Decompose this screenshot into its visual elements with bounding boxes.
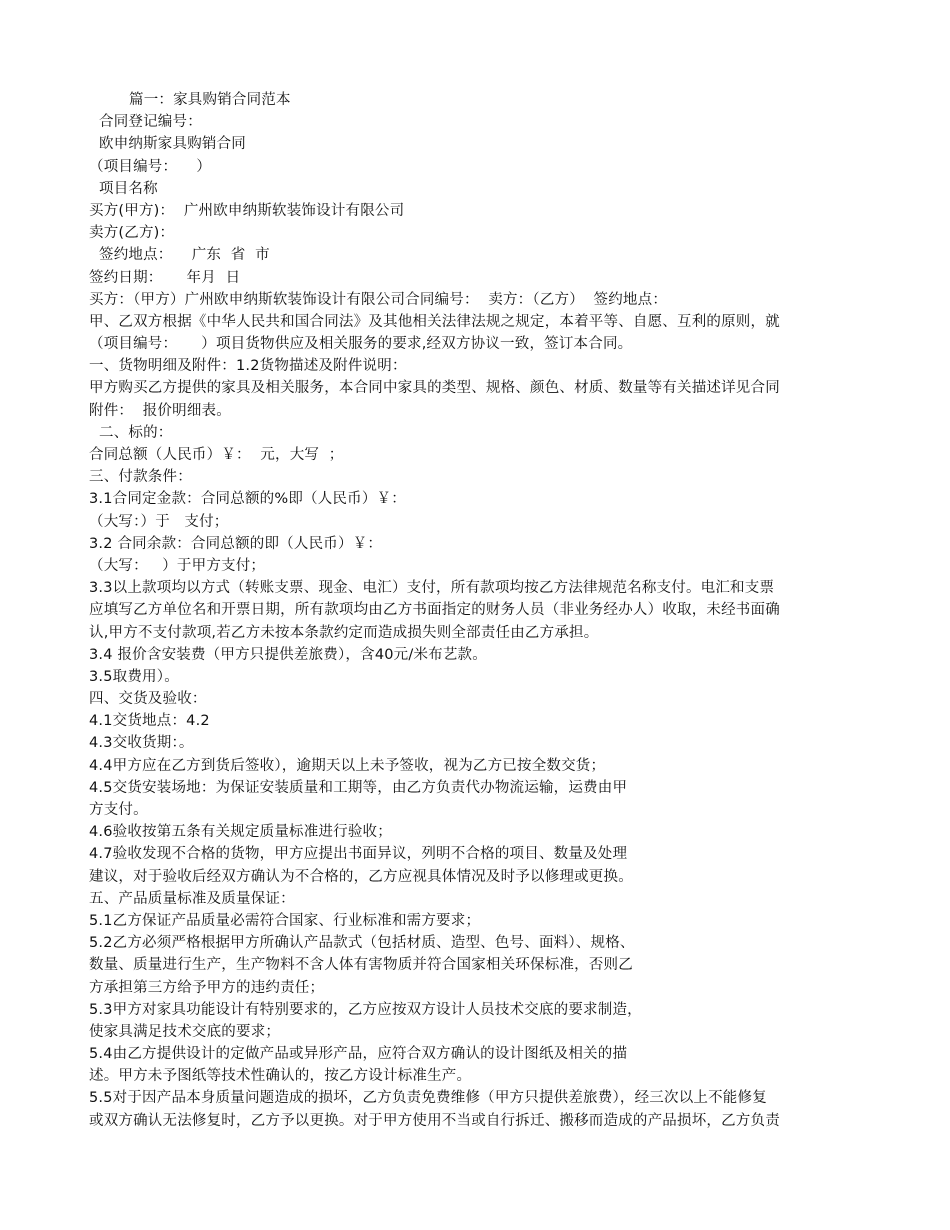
text-line: 方支付。 bbox=[89, 802, 148, 818]
text-line: （项目编号： ）项目货物供应及相关服务的要求,经双方协议一致，签订本合同。 bbox=[89, 336, 633, 353]
text-line: 买方(甲方)： 广州欧申纳斯软装饰设计有限公司 bbox=[89, 202, 405, 219]
clause-line: 5.3甲方对家具功能设计有特别要求的，乙方应按双方设计人员技术交底的要求制造， bbox=[89, 1001, 642, 1018]
text-line: 建议，对于验收后经双方确认为不合格的，乙方应视具体情况及时予以修理或更换。 bbox=[89, 868, 633, 885]
clause-line: 5.5对于因产品本身质量问题造成的损坏，乙方负责免费维修（甲方只提供差旅费），经三次以上不能修复 bbox=[89, 1090, 767, 1107]
clause-line: 4.5交货安装场地：为保证安装质量和工期等，由乙方负责代办物流运输，运费由甲 bbox=[89, 779, 628, 796]
text-line: 签约地点： 广东 省 市 bbox=[99, 247, 270, 264]
text-line: 合同总额（人民币）￥： 元，大写 ； bbox=[89, 447, 344, 463]
clause-line: 3.3以上款项均以方式（转账支票、现金、电汇）支付，所有款项均按乙方法律规范名称支付。电汇和支票 bbox=[89, 580, 775, 597]
section-heading: 四、交货及验收： bbox=[89, 691, 207, 708]
clause-line: 3.1合同定金款：合同总额的%即（人民币）￥： bbox=[89, 491, 406, 508]
text-line: 附件： 报价明细表。 bbox=[89, 402, 231, 419]
clause-line: 5.1乙方保证产品质量必需符合国家、行业标准和需方要求； bbox=[89, 912, 481, 929]
clause-line: 4.6验收按第五条有关规定质量标准进行验收； bbox=[89, 824, 392, 841]
clause-line: 3.2 合同余款：合同总额的即（人民币）￥： bbox=[89, 535, 383, 552]
text-line: （大写： ）于甲方支付； bbox=[89, 557, 266, 574]
clause-line: 5.2乙方必须严格根据甲方所确认产品款式（包括材质、造型、色号、面料）、规格、 bbox=[89, 935, 635, 952]
text-line: 数量、质量进行生产，生产物料不含人体有害物质并符合国家相关环保标准，否则乙 bbox=[89, 957, 633, 974]
text-line: 签约日期： 年月 日 bbox=[89, 269, 241, 286]
text-line: 甲方购买乙方提供的家具及相关服务，本合同中家具的类型、规格、颜色、材质、数量等有关描述详见合同 bbox=[89, 380, 780, 397]
clause-line: 4.1交货地点：4.2 bbox=[89, 713, 210, 730]
text-line: 认,甲方不支付款项,若乙方未按本条款约定而造成损失则全部责任由乙方承担。 bbox=[89, 624, 599, 641]
clause-line: 5.4由乙方提供设计的定做产品或异形产品，应符合双方确认的设计图纸及相关的描 bbox=[89, 1046, 628, 1063]
section-heading: 二、标的： bbox=[99, 424, 173, 441]
clause-line: 3.5取费用）。 bbox=[89, 668, 179, 685]
text-line: 或双方确认无法修复时，乙方予以更换。对于甲方使用不当或自行拆迁、搬移而造成的产品损坏，乙方负责 bbox=[89, 1112, 780, 1129]
document-title: 篇一：家具购销合同范本 bbox=[129, 92, 291, 108]
clause-line: 4.7验收发现不合格的货物，甲方应提出书面异议，列明不合格的项目、数量及处理 bbox=[89, 846, 628, 863]
text-line: 应填写乙方单位名和开票日期，所有款项均由乙方书面指定的财务人员（非业务经办人）收取，未经书面确 bbox=[89, 602, 780, 619]
clause-line: 4.4甲方应在乙方到货后签收），逾期天以上未予签收，视为乙方已按全数交货； bbox=[89, 757, 606, 774]
clause-line: 4.3交收货期：。 bbox=[89, 735, 194, 752]
text-line: 卖方(乙方)： bbox=[89, 225, 175, 242]
text-line: （大写：）于 支付； bbox=[89, 513, 229, 530]
text-line: 项目名称 bbox=[99, 180, 158, 197]
contract-name: 欧申纳斯家具购销合同 bbox=[99, 136, 246, 153]
text-line: 甲、乙双方根据《中华人民共和国合同法》及其他相关法律法规之规定，本着平等、自愿、互利的原则，就 bbox=[89, 313, 780, 330]
text-line: 方承担第三方给予甲方的违约责任； bbox=[89, 979, 325, 996]
section-heading: 三、付款条件： bbox=[89, 469, 192, 486]
document-body bbox=[89, 89, 869, 1132]
text-line: 合同登记编号： bbox=[99, 114, 202, 131]
text-line: 买方：（甲方）广州欧申纳斯软装饰设计有限公司合同编号： 卖方：（乙方） 签约地点： bbox=[89, 291, 668, 308]
clause-line: 3.4 报价含安装费（甲方只提供差旅费），含40元/米布艺款。 bbox=[89, 646, 487, 663]
text-line: 述。甲方未予图纸等技术性确认的，按乙方设计标准生产。 bbox=[89, 1068, 472, 1085]
section-heading: 一、货物明细及附件：1.2货物描述及附件说明： bbox=[89, 358, 407, 375]
section-heading: 五、产品质量标准及质量保证： bbox=[89, 890, 295, 907]
text-line: 使家具满足技术交底的要求； bbox=[89, 1023, 281, 1040]
text-line: （项目编号： ） bbox=[89, 158, 212, 175]
